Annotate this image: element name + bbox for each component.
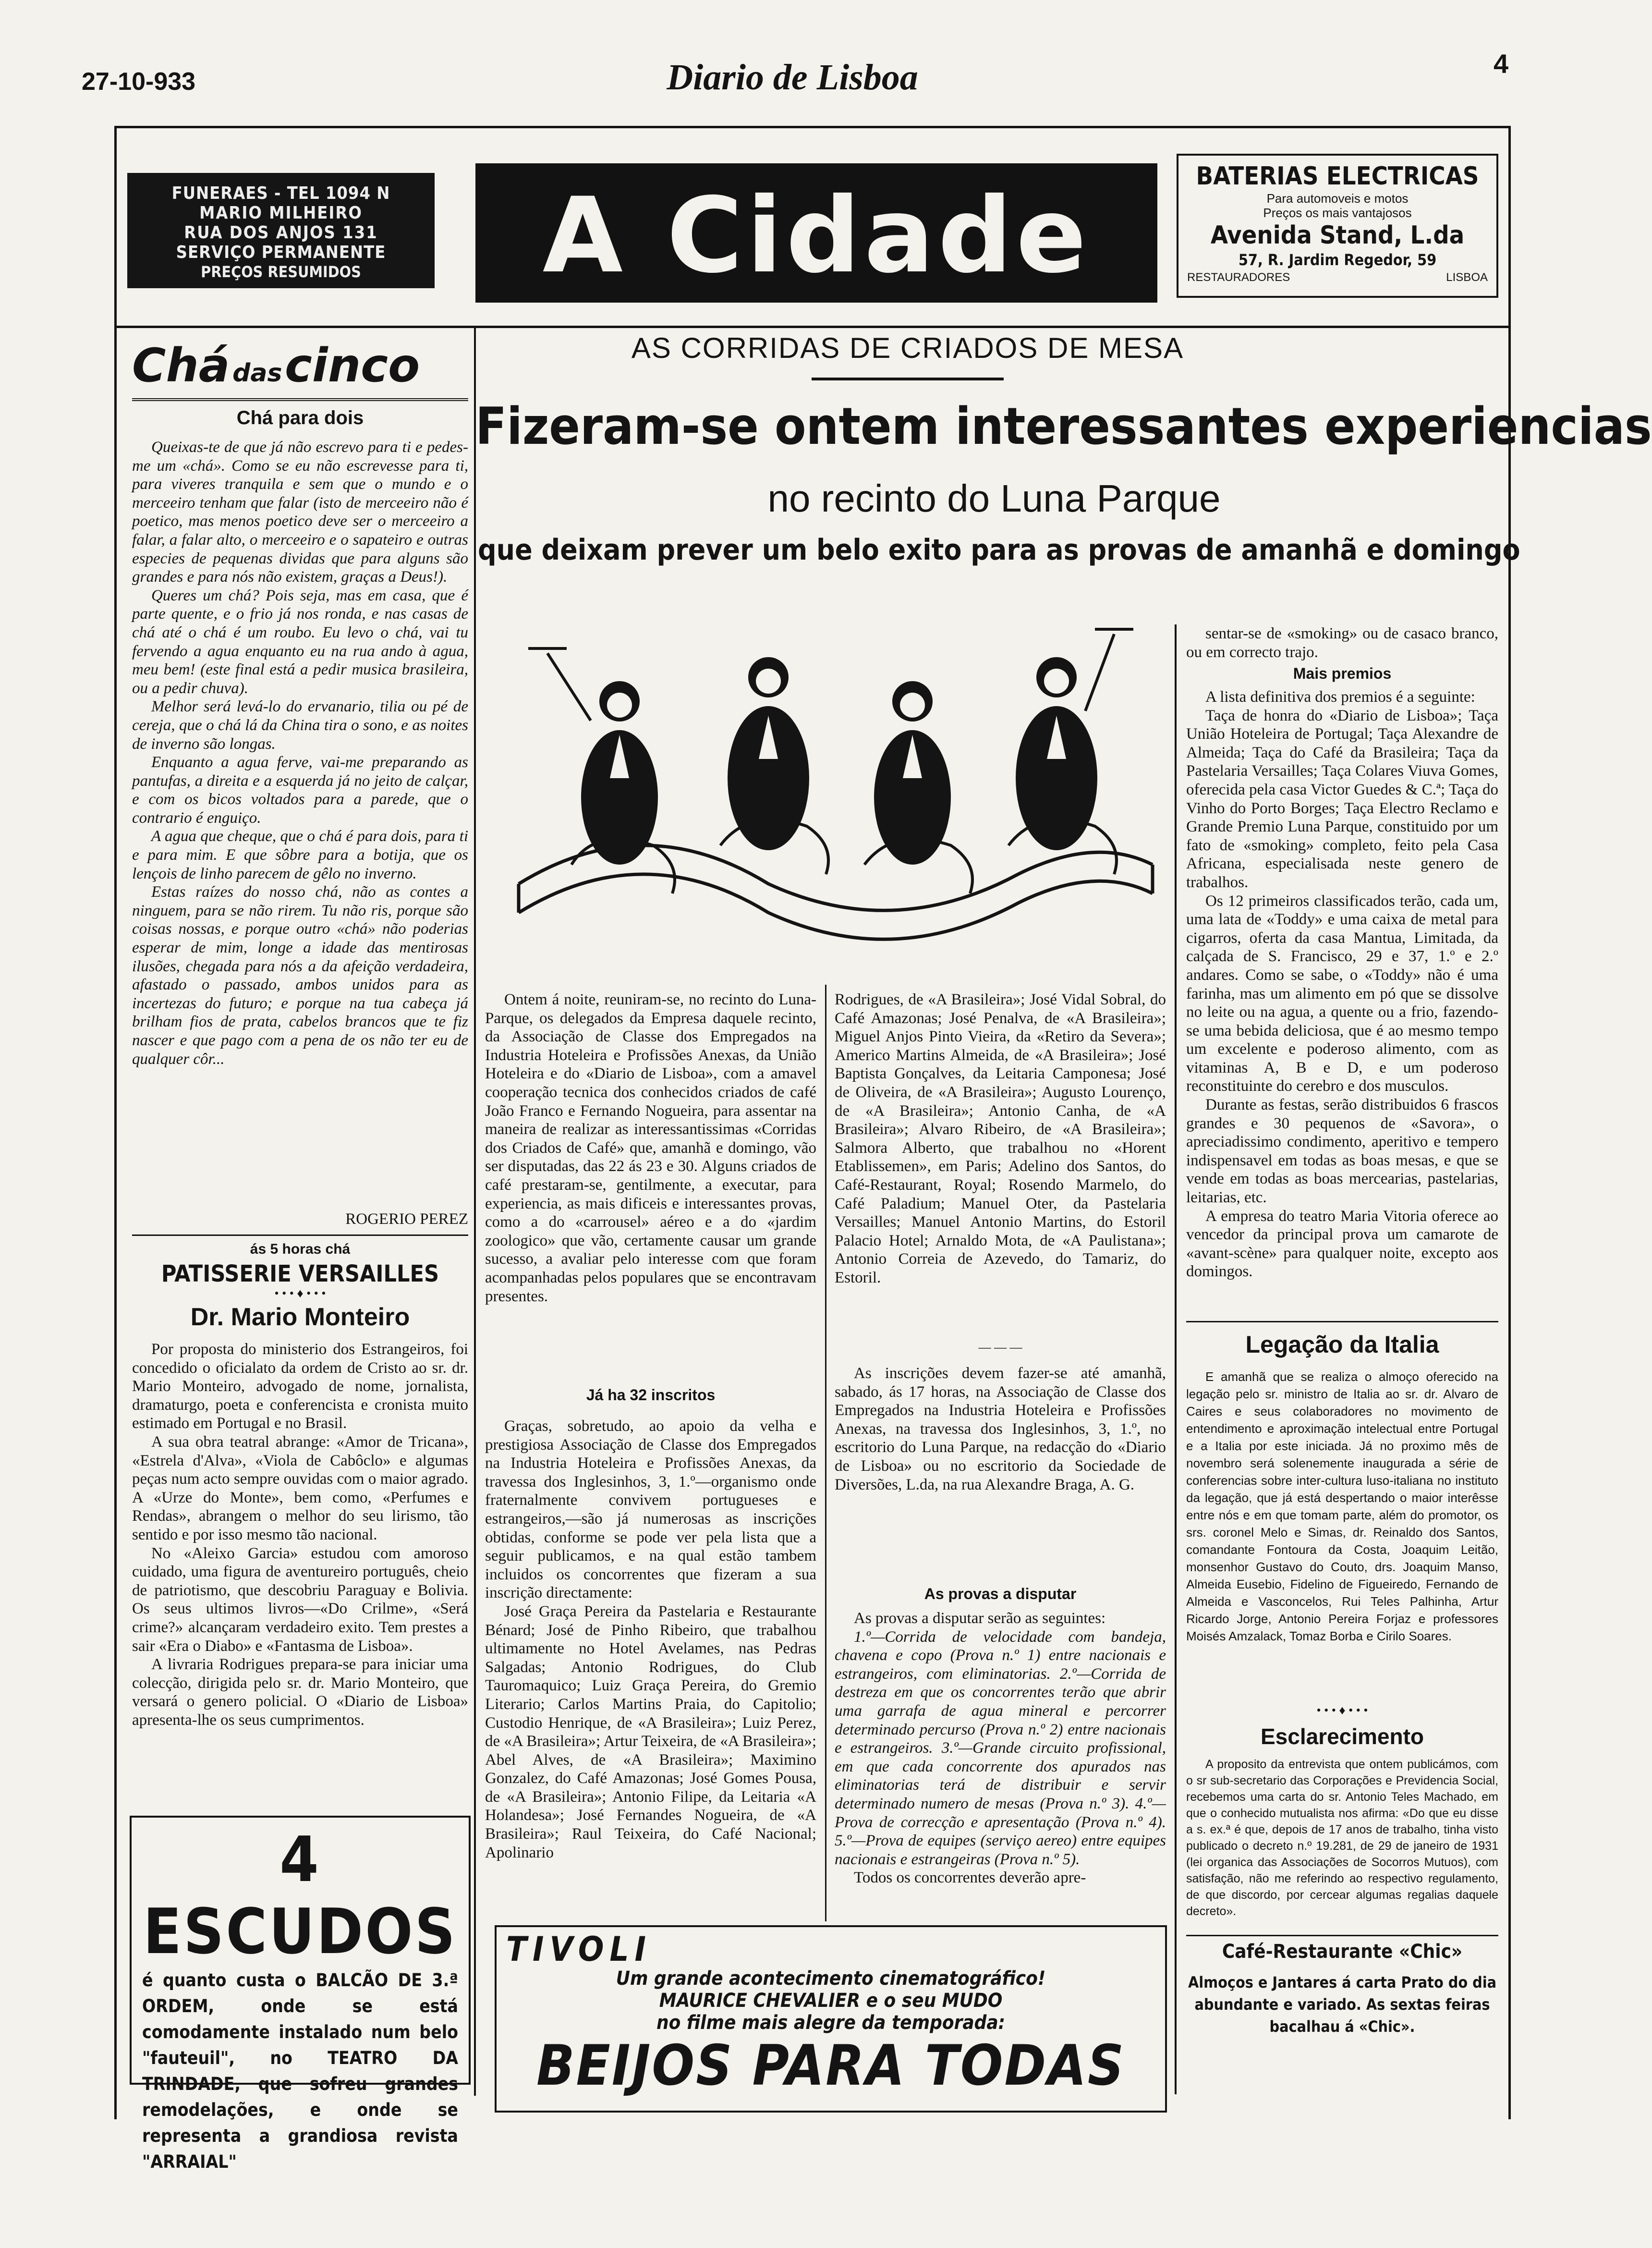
escudos-text: é quanto custa o BALCÃO DE 3.ª ORDEM, onde se está comodamente instalado num belo "fauteuil", no TEATRO DA TRINDADE, que sofreu grandes remodelações, e onde se representa a grandiosa revista "ARRAIAL"	[142, 1970, 458, 2172]
divider	[132, 1234, 468, 1236]
italia-article	[1186, 1368, 1498, 1645]
cha-title-word: das	[232, 359, 282, 388]
cha-das-cinco-title	[132, 339, 468, 401]
page-number: 4	[1494, 49, 1509, 79]
main-headline: Fizeram-se ontem interessantes experiencias	[475, 397, 1652, 456]
main-kicker: AS CORRIDAS DE CRIADOS DE MESA	[631, 332, 1184, 364]
esclarecimento-title: Esclarecimento	[1260, 1724, 1424, 1749]
paragraph: Enquanto a agua ferve, vai-me preparando as pantufas, a direita e a esquerda já no jeito de calçar, e com os bicos voltados para a parede, que o contrario é enguiço.	[132, 754, 468, 827]
masthead	[0, 0, 1583, 110]
cha-title-word: Chá	[132, 339, 230, 392]
tivoli-line: no filme mais alegre da temporada:	[656, 2012, 1006, 2034]
ornament: • • • ♦ • • •	[1316, 1703, 1368, 1717]
waiters-illustration	[499, 576, 1167, 980]
paragraph: Queres um chá? Pois seja, mas em casa, que é parte quente, e o frio já nos ronda, e nas casas de chá até o chá é um roubo. Eu levo o chá, vai tu fervendo a agua enquanto eu na rua ando à agua, meu bem! (este final está a pedir musica brasileira, ou a pedir chuva).	[132, 586, 468, 697]
section-title-box	[475, 163, 1157, 303]
main-col2	[835, 990, 1166, 1287]
paragraph: Durante as festas, serão distribuidos 6 frascos grandes e 30 pequenos de «Savora», o apreciadissimo condimento, aperitivo e tempero indispensavel em todas as boas mesas, e que se vende em todas as boas mercearias, pastelarias, leitarias, etc.	[1186, 1096, 1498, 1207]
funeral-ad	[127, 173, 435, 288]
funeral-line: SERVIÇO PERMANENTE	[176, 243, 386, 262]
paragraph: E amanhã que se realiza o almoço oferecido na legação pelo sr. ministro de Italia ao sr. dr. Alvaro de Caires e seus colaboradores no movimento de entendimento e aproximação intelectual entre Portugal e a Italia por este iniciada. Já no proximo mês de novembro será solenemente inaugurada a série de conferencias sobre inter-cultura luso-italiana no instituto da legação, que já está despertando o maior interêsse entre nós e em que tomam parte, além do promotor, os srs. coronel Melo e Simas, dr. Reinaldo dos Santos, comandante Fontoura da Costa, Joaquim Leitão, monsenhor Gustavo do Couto, drs. Joaquim Manso, Almeida Eusebio, Fidelino de Figueiredo, Fernando de Almeida e Vasconcelos, Rui Teles Palhinha, Artur Ricardo Jorge, Antonio Pereira Forjaz e professores Moisés Amzalack, Tomaz Borba e Cirilo Soares.	[1186, 1369, 1498, 1643]
paragraph: A empresa do teatro Maria Vitoria oferece ao vencedor da principal prova um camarote de «avant-scène» para qualquer noite, excepto aos domingos.	[1186, 1207, 1498, 1281]
paragraph: 1.º—Corrida de velocidade com bandeja, chavena e copo (Prova n.º 1) entre nacionais e estrangeiros, com eliminatorias. 2.º—Corrida de destreza em que os concorrentes terão que abrir uma garrafa de agua mineral e percorrer determinado percurso (Prova n.º 2) entre nacionais e estrangeiros. 3.º—Grande circuito profissional, em que cada concorrente dos apurados nas eliminatorias terá de distribuir e servir determinado numero de mesas (Prova n.º 3). 4.º—Prova de correcção e apresentação (Prova n.º 4). 5.º—Prova de equipes (serviço aereo) entre equipes nacionais e estrangeiras (Prova n.º 5).	[835, 1628, 1166, 1868]
cha-subtitle: Chá para dois	[236, 407, 364, 428]
tivoli-ad	[495, 1925, 1167, 2113]
batteries-sub: Para automoveis e motos	[1266, 191, 1409, 206]
chic-text: Almoços e Jantares á carta Prato do dia abundante e variado. As sextas feiras bacalhau á «Chic».	[1188, 1973, 1497, 2036]
paragraph: Melhor será levá-lo do ervanario, tilia ou pé de cereja, que o chá lá da China tira o sono, e as noites de inverno são longas.	[132, 698, 468, 753]
section-title: A Cidade	[542, 175, 1091, 296]
tivoli-line: Um grande acontecimento cinematográfico!	[616, 1967, 1046, 1990]
main-col2b	[835, 1364, 1166, 1494]
paragraph: Todos os concorrentes deverão apre-	[854, 1869, 1086, 1887]
monteiro-article	[132, 1340, 468, 1729]
batteries-addr: 57, R. Jardim Regedor, 59	[1238, 251, 1437, 269]
sub-premios: Mais premios	[1293, 665, 1392, 682]
sub-32-inscritos: Já ha 32 inscritos	[586, 1386, 716, 1404]
paragraph: No «Aleixo Garcia» estudou com amoroso cuidado, uma figura de aventureiro português, cheio de patriotismo, que descobriu Paraguay e Bolivia. Os seus ultimos livros—«Do Crilme», «Será crime?» alcançaram verdadeiro exito. Tem prestes a sair «Era o Diabo» e «Fantasma de Lisboa».	[132, 1544, 468, 1655]
main-col3b	[1186, 688, 1498, 1281]
paragraph: A agua que cheque, que o chá é para dois, para ti e para mim. E que sôbre para a botija, que os lençois de linho parecem de gêlo no inverno.	[132, 828, 468, 882]
paragraph: Por proposta do ministerio dos Estrangeiros, foi concedido o oficialato da ordem de Cristo ao sr. dr. Mario Monteiro, advogado de nome, jornalista, dramaturgo, poeta e conferencista e cronista muito estimado em Portugal e no Brasil.	[132, 1341, 468, 1432]
divider	[1186, 1321, 1498, 1322]
main-col1	[485, 990, 816, 1306]
paragraph: Ontem á noite, reuniram-se, no recinto do Luna-Parque, os delegados da Empresa daquele recinto, da Associação de Classe dos Empregados na Industria Hoteleira e Profissões Anexas, da União Hoteleira e do «Diario de Lisboa», com a amavel cooperação tecnica dos conhecidos criados de café João Franco e Fernando Nogueira, para assentar na maneira de realizar as interessantissimas «Corridas dos Criados de Café» que, amanhã e domingo, vão ser disputadas, das 22 ás 23 e 30. Alguns criados de café prestaram-se, gentilmente, a executar, para experiencia, as mais dificeis e interessantes provas, como a do «carrousel» aéreo e a do «jardim zoologico» que vão, certamente causar um grande sucesso, a avaliar pelo interesse com que foram acompanhadas pelos populares que se encontravam presentes.	[485, 991, 816, 1305]
issue-date: 27-10-933	[82, 68, 196, 96]
chic-title: Café-Restaurante «Chic»	[1222, 1941, 1463, 1963]
column-divider	[474, 328, 476, 2096]
italia-title: Legação da Italia	[1245, 1331, 1439, 1358]
patisserie-name: PATISSERIE VERSAILLES	[161, 1260, 439, 1287]
paragraph: Rodrigues, de «A Brasileira»; José Vidal Sobral, do Café Amazonas; José Penalva, de «A Brasileira»; Miguel Anjos Pinto Vieira, da «Retiro da Severa»; Americo Martins Almeida, de «A Brasileira»; José Baptista Gonçalves, da Leitaria Camponesa; José de Oliveira, de «A Brasileira»; Augusto Lourenço, de «A Brasileira»; Antonio Canha, de «A Brasileira»; Alvaro Ribeiro, de «A Brasileira»; Salmora Alberto, que trabalhou no «Horent Etablissemen», em Paris; Adelino dos Santos, do Café-Restaurant, Royal; Rosendo Marmelo, do Café Paladium; Manuel Oter, da Pastelaria Versailles; Manuel Antonio Martins, do Estoril Palacio Hotel; Arnaldo Mota, de «A Paulistana»; Antonio Correia de Azevedo, do Tamariz, do Estoril.	[835, 991, 1166, 1286]
paragraph: José Graça Pereira da Pastelaria e Restaurante Bénard; José de Pinho Ribeiro, que trabalhou ultimamente no Hotel Avelames, nas Pedras Salgadas; Antonio Rodrigues, do Club Tauromaquico; Luiz Graça Pereira, do Gremio Literario; Carlos Martins Praia, do Capitolio; Custodio Henrique, de «A Brasileira»; Luiz Perez, de «A Brasileira»; Artur Teixeira, de «A Brasileira»; Abel Alves, de «A Brasileira»; Maximino Gonzalez, do Café Amazonas; José Gomes Pousa, de «A Brasileira»; Antonio Filipe, da Leitaria «A Holandesa»; José Fernandes Nogueira, de «A Brasileira»; Raul Teixeira, do Café Nacional; Apolinario	[485, 1602, 816, 1861]
divider	[1186, 1935, 1498, 1936]
funeral-line: MARIO MILHEIRO	[199, 203, 363, 223]
cha-author: ROGERIO PEREZ	[345, 1210, 468, 1228]
cha-article	[132, 438, 468, 1068]
escudos-title: 4 ESCUDOS	[143, 1823, 457, 1968]
paragraph: As inscrições devem fazer-se até amanhã, sabado, ás 17 horas, na Associação de Classe dos Empregados na Industria Hoteleira e Profissões Anexas, na travessa dos Inglesinhos, 3, 1.º, no escritorio do Luna Parque, na redacção do «Diario de Lisboa» ou no escritorio da Sociedade de Diversões, L.da, na rua Alexandre Braga, A. G.	[835, 1365, 1166, 1493]
funeral-line: PREÇOS RESUMIDOS	[201, 263, 361, 281]
paragraph: As provas a disputar serão as seguintes:	[854, 1610, 1106, 1627]
paragraph: A proposito da entrevista que ontem publicámos, com o sr sub-secretario das Corporações e Previdencia Social, recebemos uma carta do sr. Antonio Teles Machado, em que o conhecido mutualista nos afirma: «Do que eu disse a s. ex.ª é que, depois de 17 anos de trabalho, tinha visto publicado o decreto n.º 19.281, de 29 de janeiro de 1931 (lei organica das Associações de Socorros Mutuos), com satisfação, não me referindo ao respectivo regulamento, de que discordo, por cercear algumas regalias daquele decreto».	[1186, 1758, 1498, 1918]
paragraph: Taça de honra do «Diario de Lisboa»; Taça União Hoteleira de Portugal; Taça Alexandre de Almeida; Taça do Café da Brasileira; Taça da Pastelaria Versailles; Taça Colares Viuva Gomes, oferecida pela casa Victor Guedes & C.ª; Taça do Vinho do Porto Borges; Taça Electro Reclamo e Grande Premio Luna Parque, constituido por um fato de «smoking» completo, feito pela Casa Africana, especialisada neste genero de trabalhos.	[1186, 707, 1498, 891]
monteiro-title: Dr. Mario Monteiro	[190, 1303, 410, 1331]
main-deck: que deixam prever um belo exito para as provas de amanhã e domingo	[478, 533, 1520, 567]
ornament: — — —	[978, 1340, 1022, 1354]
main-col3	[1186, 624, 1498, 661]
funeral-line: RUA DOS ANJOS 131	[184, 223, 378, 243]
carousel-drawing	[499, 576, 1167, 980]
tivoli-film: BEIJOS PARA TODAS	[536, 2033, 1126, 2098]
paragraph: Estas raízes do nosso chá, não as contes a ninguem, para se não rirem. Tu não ris, porque são coisas nossas, e porque outro «chá» não poderias esperar de mim, longe a idade das mentirosas ilusões, chegada para nós a da afeição verdadeira, afastado o passado, ambos unidos para as incertezas do futuro; e porque na tua cabeça já brilham fios de prata, cabelos brancos que te fiz nascer e que pago com a pena de os não ter eu de qualquer côr...	[132, 883, 468, 1068]
paragraph: A livraria Rodrigues prepara-se para iniciar uma colecção, dirigida pelo sr. dr. Mario Monteiro, que versará o genero policial. O «Diario de Lisboa» apresenta-lhe os seus cumprimentos.	[132, 1656, 468, 1729]
sub-provas: As provas a disputar	[924, 1585, 1077, 1602]
column-divider	[825, 985, 826, 1921]
batteries-title: BATERIAS ELECTRICAS	[1196, 162, 1479, 191]
esclarecimento-article	[1186, 1756, 1498, 1919]
paragraph: Graças, sobretudo, ao apoio da velha e prestigiosa Associação de Classe dos Empregados na Industria Hoteleira e Profissões Anexas, da travessa dos Inglesinhos, 3, 1.º—organismo onde fraternalmente convivem portugueses e estrangeiros,—são já numerosas as inscrições obtidas, conforme se pode ver pela lista que a seguir publicamos, e na qual estão tambem incluidos os concorrentes que fizeram a sua inscrição directamente:	[485, 1417, 816, 1602]
paragraph: Os 12 primeiros classificados terão, cada um, uma lata de «Toddy» e uma caixa de metal para cigarros, oferta da casa Mantua, Limitada, da calçada de S. Francisco, 29 e 37, 1.º e 2.º andares. Como se sabe, o «Toddy» não é uma farinha, mas um alimento em pó que se dissolve no leite ou na agua, a quente ou a frio, fazendo-se uma bebida deliciosa, que é ao mesmo tempo um excelente e poderoso alimento, com as vitaminas A, B e D, e um poderoso reconstituinte do cerebro e dos musculos.	[1186, 892, 1498, 1095]
batteries-ad	[1177, 154, 1498, 298]
paragraph: Queixas-te de que já não escrevo para ti e pedes-me um «chá». Como se eu não escrevesse para ti, para viveres tranquila e sem que o mundo e o merceeiro tenham que falar (isto de merceeiro não é poetico, mas menos poetico deve ser o merceeiro a falar, a falar alto, o merceeiro e o sapateiro e outras especies de pequenas dividas que para alguns são grandes e para nós não existem, graças a Deus!).	[132, 439, 468, 586]
main-subhead: no recinto do Luna Parque	[767, 477, 1221, 520]
paragraph: A lista definitiva dos premios é a seguinte:	[1205, 688, 1475, 706]
main-col2c	[835, 1609, 1166, 1887]
ornament: • • • ♦ • • •	[274, 1286, 326, 1300]
cha-title-word: cinco	[285, 339, 420, 392]
column-divider	[1175, 624, 1177, 2094]
funeral-line: FUNERAES - TEL 1094 N	[171, 183, 390, 203]
main-col1b	[485, 1417, 816, 1862]
tivoli-line: MAURICE CHEVALIER e o seu MUDO	[659, 1990, 1003, 2012]
divider	[117, 326, 1509, 328]
batteries-sub: Preços os mais vantajosos	[1263, 206, 1412, 220]
batteries-right: LISBOA	[1446, 271, 1488, 284]
newspaper-title: Diario de Lisboa	[667, 57, 918, 98]
paragraph: sentar-se de «smoking» ou de casaco branco, ou em correcto trajo.	[1186, 625, 1498, 661]
batteries-name: Avenida Stand, L.da	[1210, 221, 1465, 250]
escudos-ad	[130, 1816, 471, 2172]
divider	[812, 378, 1004, 380]
paragraph: A sua obra teatral abrange: «Amor de Tricana», «Estrela d'Alva», «Viola de Cabôclo» e algumas peças num acto sempre ouvidas com o maior agrado. A «Urze do Monte», bem como, «Perfumes e Rendas», abrangem o melhor do seu lirismo, tão sentido e por isso mesmo tão nacional.	[132, 1433, 468, 1543]
batteries-left: RESTAURADORES	[1187, 271, 1290, 284]
patisserie-line: ás 5 horas chá	[250, 1241, 351, 1257]
tivoli-title: TIVOLI	[506, 1930, 652, 1969]
